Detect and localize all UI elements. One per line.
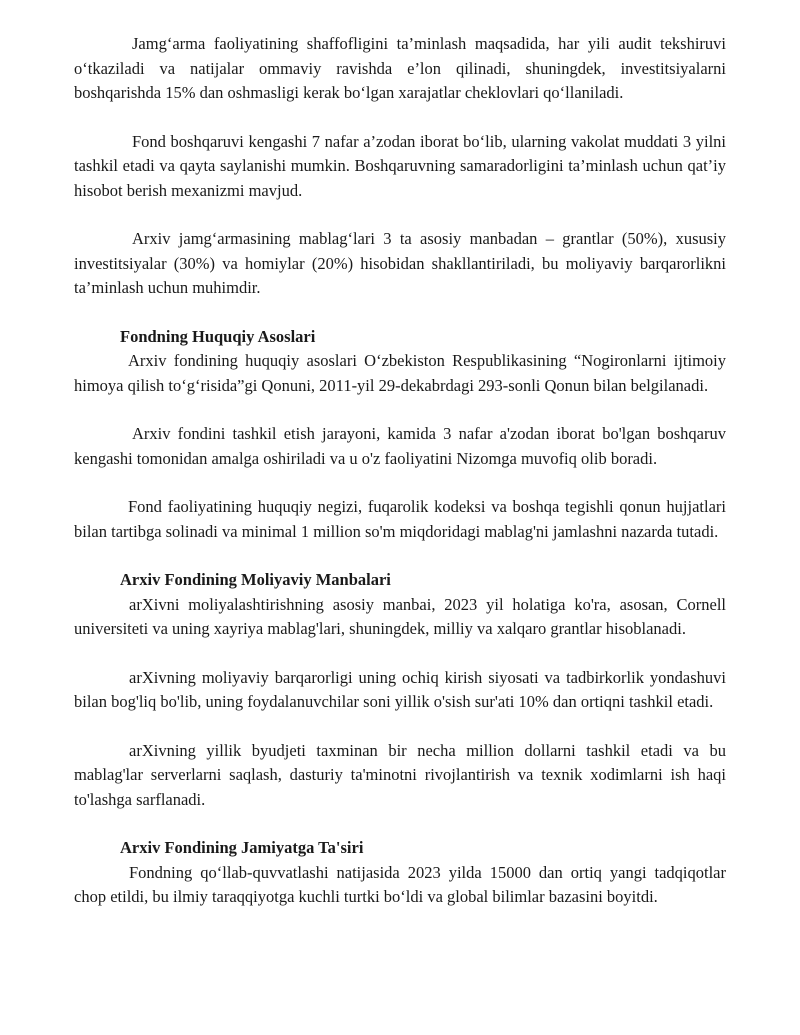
- section-heading-impact: Arxiv Fondining Jamiyatga Ta'siri: [120, 838, 364, 857]
- intro-paragraph-2: Fond boshqaruvi kengashi 7 nafar a’zodan iborat bo‘lib, ularning vakolat muddati 3 yilni tashkil etadi va qayta saylanishi mumkin. Boshqaruvning samaradorligini ta’minlash uchun qat’iy hisobot berish mexanizmi mavjud.: [74, 131, 726, 200]
- finance-paragraph-2: arXivning moliyaviy barqarorligi uning ochiq kirish siyosati va tadbirkorlik yondashuvi bilan bog'liq bo'lib, uning foydalanuvchilar soni yillik o'sish sur'ati 10% dan ortiqni tashkil etadi.: [74, 667, 726, 711]
- intro-paragraph-1: Jamg‘arma faoliyatining shaffofligini ta’minlash maqsadida, har yili audit tekshiruvi o‘tkaziladi va natijalar ommaviy ravishda e’lon qilinadi, shuningdek, investitsiyalarni boshqarishda 15% dan oshmasligi kerak bo‘lgan xarajatlar cheklovlari qo‘llaniladi.: [74, 34, 726, 102]
- finance-paragraph-1: arXivni moliyalashtirishning asosiy manbai, 2023 yil holatiga ko'ra, asosan, Cornell universiteti va uning xayriya mablag'lari, shuningdek, milliy va xalqaro grantlar hisoblanadi.: [74, 594, 726, 638]
- finance-paragraph-3: arXivning yillik byudjeti taxminan bir necha million dollarni tashkil etadi va bu mablag'lar serverlarni saqlash, dasturiy ta'minotni rivojlantirish va texnik xodimlarni ish haqi to'lashga sarflanadi.: [74, 740, 726, 809]
- intro-paragraph-3: Arxiv jamg‘armasining mablag‘lari 3 ta asosiy manbadan – grantlar (50%), xususiy investitsiyalar (30%) va homiylar (20%) hisobidan shakllantiriladi, bu moliyaviy barqarorlikni ta’minlash uchun muhimdir.: [74, 229, 726, 297]
- legal-paragraph-2: Arxiv fondini tashkil etish jarayoni, kamida 3 nafar a'zodan iborat bo'lgan boshqaruv kengashi tomonidan amalga oshiriladi va u o'z faoliyatini Nizomga muvofiq olib boradi.: [74, 424, 726, 468]
- impact-paragraph-1: Fondning qo‘llab-quvvatlashi natijasida 2023 yilda 15000 dan ortiq yangi tadqiqotlar chop etildi, bu ilmiy taraqqiyotga kuchli turtki bo‘ldi va global bilimlar bazasini boyitdi.: [74, 862, 726, 906]
- legal-paragraph-1: Arxiv fondining huquqiy asoslari O‘zbekiston Respublikasining “Nogironlarni ijtimoiy himoya qilish to‘g‘risida”gi Qonuni, 2011-yil 29-dekabrdagi 293-sonli Qonun bilan belgilanadi.: [74, 351, 726, 395]
- legal-paragraph-3: Fond faoliyatining huquqiy negizi, fuqarolik kodeksi va boshqa tegishli qonun hujjatlari bilan tartibga solinadi va minimal 1 million so'm miqdoridagi mablag'ni jamlashni nazarda tutadi.: [74, 497, 726, 541]
- document-page: [74, 32, 726, 910]
- section-heading-legal: Fondning Huquqiy Asoslari: [120, 326, 316, 346]
- section-heading-finance: Arxiv Fondining Moliyaviy Manbalari: [120, 570, 391, 589]
